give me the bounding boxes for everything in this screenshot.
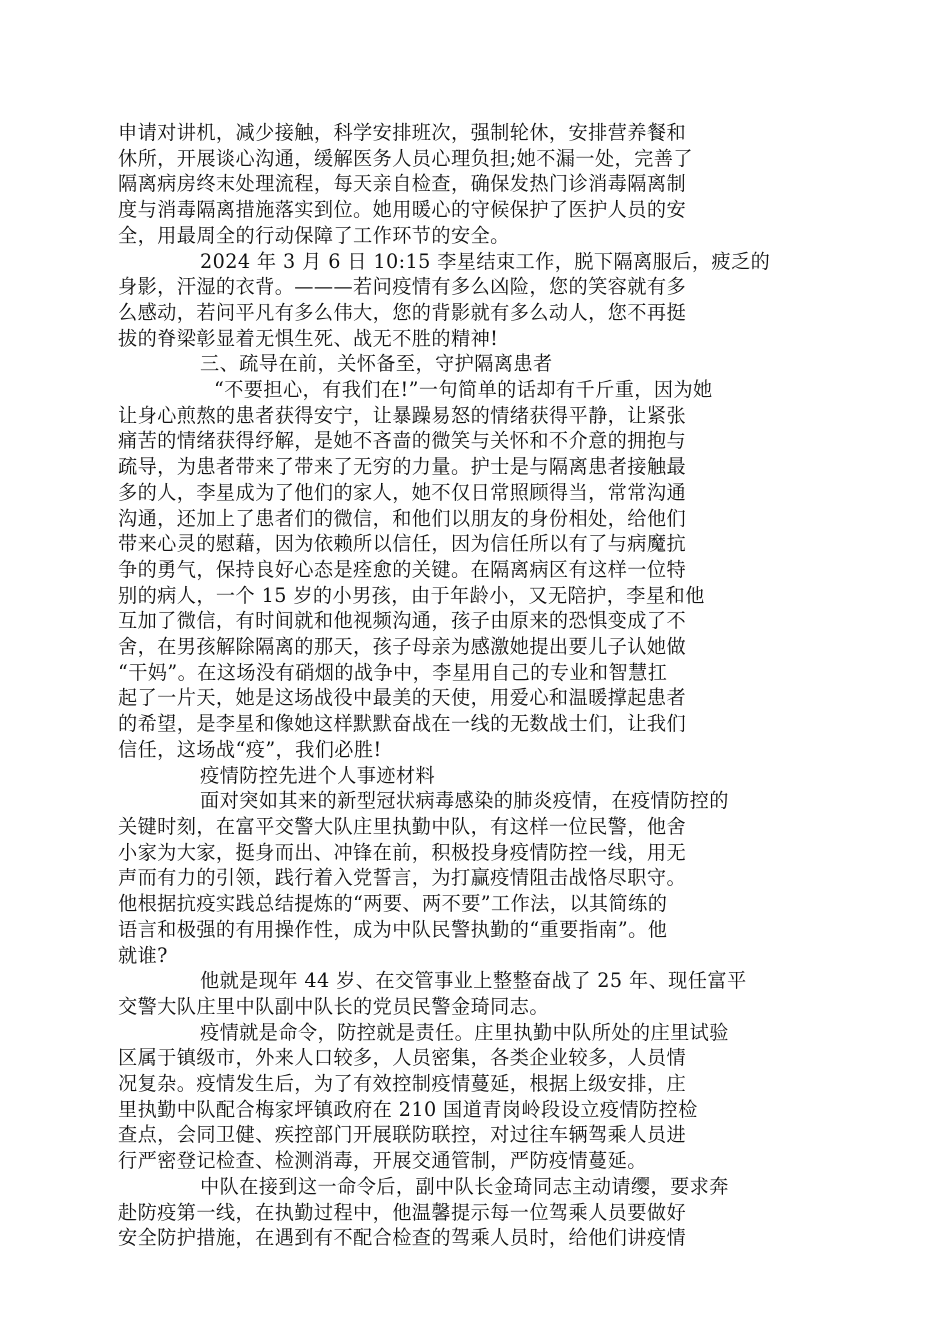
text-line: “干妈”。在这场没有硝烟的战争中，李星用自己的专业和智慧扛 (118, 660, 668, 684)
text-line: 的希望，是李星和像她这样默默奋战在一线的无数战士们，让我们 (118, 712, 687, 736)
text-line: 别的病人，一个 15 岁的小男孩，由于年龄小，又无陪护，李星和他 (118, 583, 705, 607)
text-line: 休所，开展谈心沟通，缓解医务人员心理负担;她不漏一处，完善了 (118, 146, 693, 170)
text-line: 查点，会同卫健、疾控部门开展联防联控，对过往车辆驾乘人员进 (118, 1123, 687, 1147)
text-line: 他就是现年 44 岁、在交管事业上整整奋战了 25 年、现任富平 (200, 969, 747, 993)
text-line: 安全防护措施，在遇到有不配合检查的驾乘人员时，给他们讲疫情 (118, 1226, 687, 1250)
text-line: 拔的脊梁彰显着无惧生死、战无不胜的精神! (118, 326, 499, 350)
text-line: 中队在接到这一命令后，副中队长金琦同志主动请缨，要求奔 (200, 1174, 729, 1198)
text-line: 多的人，李星成为了他们的家人，她不仅日常照顾得当，常常沟通 (118, 480, 687, 504)
text-line: 声而有力的引领，践行着入党誓言，为打赢疫情阻击战恪尽职守。 (118, 866, 687, 890)
text-line: 舍，在男孩解除隔离的那天，孩子母亲为感激她提出要儿子认她做 (118, 635, 687, 659)
text-line: 小家为大家，挺身而出、冲锋在前，积极投身疫情防控一线，用无 (118, 840, 687, 864)
text-line: 让身心煎熬的患者获得安宁，让暴躁易怒的情绪获得平静，让紧张 (118, 403, 687, 427)
text-line: 度与消毒隔离措施落实到位。她用暖心的守候保护了医护人员的安 (118, 198, 687, 222)
text-line: 疏导，为患者带来了带来了无穷的力量。护士是与隔离患者接触最 (118, 455, 687, 479)
text-line: 行严密登记检查、检测消毒，开展交通管制，严防疫情蔓延。 (118, 1149, 647, 1173)
text-line: 争的勇气，保持良好心态是痊愈的关键。在隔离病区有这样一位特 (118, 557, 687, 581)
text-line: 2024 年 3 月 6 日 10:15 李星结束工作，脱下隔离服后，疲乏的 (200, 249, 771, 273)
text-line: 痛苦的情绪获得纾解，是她不吝啬的微笑与关怀和不介意的拥抱与 (118, 429, 687, 453)
text-line: 语言和极强的有用操作性，成为中队民警执勤的“重要指南”。他 (118, 917, 668, 941)
text-line: 沟通，还加上了患者们的微信，和他们以朋友的身份相处，给他们 (118, 506, 687, 530)
document-body (118, 120, 808, 1251)
text-line: 面对突如其来的新型冠状病毒感染的肺炎疫情，在疫情防控的 (200, 789, 729, 813)
text-line: 况复杂。疫情发生后，为了有效控制疫情蔓延，根据上级安排，庄 (118, 1072, 687, 1096)
text-line: 疫情防控先进个人事迹材料 (200, 763, 436, 787)
text-line: 申请对讲机，减少接触，科学安排班次，强制轮休，安排营养餐和 (118, 121, 687, 144)
text-line: 带来心灵的慰藉，因为依赖所以信任，因为信任所以有了与病魔抗 (118, 532, 687, 556)
text-line: 身影，汗湿的衣背。———若问疫情有多么凶险，您的笑容就有多 (118, 275, 687, 299)
text-line: 他根据抗疫实践总结提炼的“两要、两不要”工作法，以其简练的 (118, 892, 668, 916)
text-line: “不要担心，有我们在!”一句简单的话却有千斤重，因为她 (214, 378, 713, 402)
text-line: 疫情就是命令，防控就是责任。庄里执勤中队所处的庄里试验 (200, 1020, 729, 1044)
text-line: 关键时刻，在富平交警大队庄里执勤中队，有这样一位民警，他舍 (118, 814, 687, 838)
text-line: 就谁? (118, 943, 168, 967)
text-line: 起了一片天，她是这场战役中最美的天使，用爱心和温暖撑起患者 (118, 686, 687, 710)
document-page (118, 120, 808, 1251)
text-line: 三、疏导在前，关怀备至，守护隔离患者 (200, 352, 553, 376)
text-line: 全，用最周全的行动保障了工作环节的安全。 (118, 223, 510, 247)
text-line: 互加了微信，有时间就和他视频沟通，孩子由原来的恐惧变成了不 (118, 609, 687, 633)
text-line: 交警大队庄里中队副中队长的党员民警金琦同志。 (118, 994, 549, 1018)
text-line: 区属于镇级市，外来人口较多，人员密集，各类企业较多，人员情 (118, 1046, 687, 1070)
text-line: 信任，这场战“疫”，我们必胜! (118, 737, 382, 761)
text-line: 隔离病房终末处理流程，每天亲自检查，确保发热门诊消毒隔离制 (118, 172, 687, 196)
text-line: 么感动，若问平凡有多么伟大，您的背影就有多么动人，您不再挺 (118, 300, 687, 324)
text-line: 里执勤中队配合梅家坪镇政府在 210 国道青岗岭段设立疫情防控检 (118, 1097, 698, 1121)
text-line: 赴防疫第一线，在执勤过程中，他温馨提示每一位驾乘人员要做好 (118, 1200, 687, 1224)
